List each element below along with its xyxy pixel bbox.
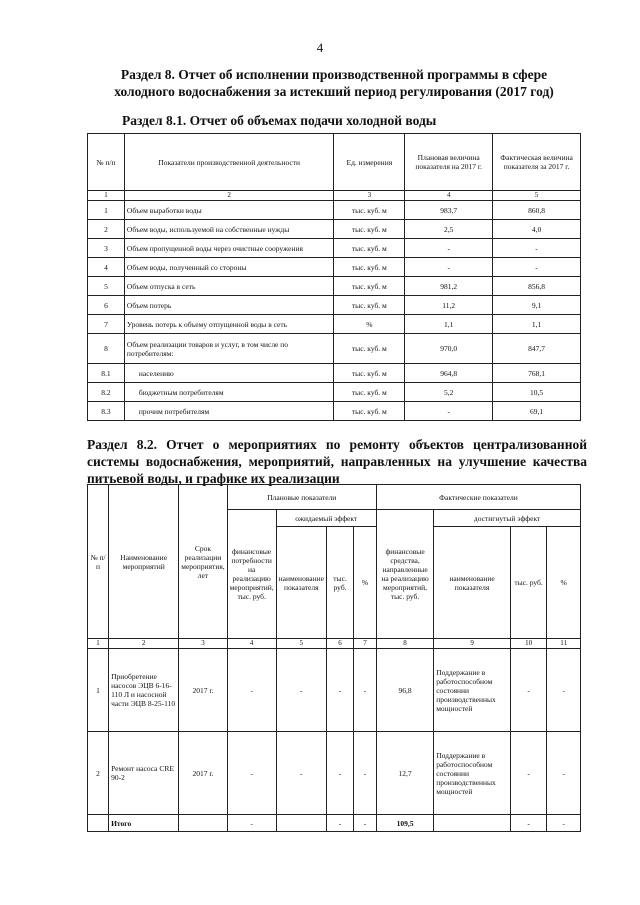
fact-finance: 96,8 [376,649,433,732]
table-row [88,364,581,383]
page-number: 4 [316,40,324,55]
plan-effect-name: - [276,649,326,732]
total-row [88,815,581,832]
measure-name: Приобретение насосов ЭЦВ 6-16-110 Л и насосной части ЭЦВ 8-25-110 [109,649,179,732]
unit: тыс. куб. м [334,402,405,421]
column-number: 3 [334,191,405,201]
column-number: 6 [326,639,353,649]
plan-value: 970,0 [405,334,493,364]
row-number: 8 [88,334,125,364]
header-plan-effect-pct: % [354,527,377,639]
table-row [88,383,581,402]
column-number: 4 [227,639,276,649]
header-plan: Плановые показатели [227,485,376,510]
header-plan-effect-unit: тыс. руб. [326,527,353,639]
repair-measures-table [87,484,581,832]
fact-value: 9,1 [493,296,581,315]
fact-effect-pct: - [547,732,581,815]
header-cell: № п/п [88,134,125,191]
fact-value: 69,1 [493,402,581,421]
indicator-name: населению [124,364,333,383]
unit: тыс. куб. м [334,220,405,239]
row-number: 7 [88,315,125,334]
indicator-name: Объем потерь [124,296,333,315]
fact-effect-pct: - [547,649,581,732]
column-number: 3 [179,639,227,649]
header-plan-finance: финансовые потребности на реализацию мероприятий, тыс. руб. [227,510,276,639]
header-cell: Ед. измерения [334,134,405,191]
unit: тыс. куб. м [334,364,405,383]
fact-value: 1,1 [493,315,581,334]
row-number: 6 [88,296,125,315]
indicator-name: прочим потребителям [124,402,333,421]
empty-cell [88,815,109,832]
total-plan-unit: - [326,815,353,832]
header-fact-effect-name: наименование показателя [434,527,511,639]
unit: тыс. куб. м [334,296,405,315]
fact-value: 4,0 [493,220,581,239]
header-fact: Фактические показатели [376,485,580,510]
table-row [88,732,581,815]
unit: тыс. куб. м [334,258,405,277]
column-number: 10 [510,639,546,649]
plan-value: - [405,258,493,277]
fact-effect-name: Поддержание в работоспособном состоянии производственных мощностей [434,649,511,732]
column-number: 2 [124,191,333,201]
row-number: 8.2 [88,383,125,402]
table-row [88,201,581,220]
indicator-name: Уровень потерь к объему отпущенной воды в сеть [124,315,333,334]
table-row [88,334,581,364]
total-plan-pct: - [354,815,377,832]
total-fact-unit: - [510,815,546,832]
header-fact-finance: финансовые средства, направленные на реализацию мероприятий, тыс. руб. [376,510,433,639]
empty-cell [276,815,326,832]
plan-effect-unit: - [326,732,353,815]
row-number: 2 [88,220,125,239]
fact-value: 860,8 [493,201,581,220]
column-number: 7 [354,639,377,649]
row-number: 1 [88,649,109,732]
fact-effect-name: Поддержание в работоспособном состоянии производственных мощностей [434,732,511,815]
unit: % [334,315,405,334]
section-8-title-line1: Раздел 8. Отчет об исполнении производственной программы в сфере [120,67,548,82]
total-label: Итого [109,815,179,832]
fact-value: 10,5 [493,383,581,402]
unit: тыс. куб. м [334,277,405,296]
header-fact-effect-unit: тыс. руб. [510,527,546,639]
indicator-name: Объем выработки воды [124,201,333,220]
plan-effect-pct: - [354,732,377,815]
section-8-title [84,66,584,100]
column-number: 4 [405,191,493,201]
header-cell: Плановая величина показателя на 2017 г. [405,134,493,191]
indicator-name: Объем воды, полученный со стороны [124,258,333,277]
header-cell: Фактическая величина показателя за 2017 г. [493,134,581,191]
header-cell: Показатели производственной деятельности [124,134,333,191]
column-number: 5 [493,191,581,201]
header-plan-effect: ожидаемый эффект [276,510,376,527]
row-number: 3 [88,239,125,258]
indicator-name: бюджетным потребителям [124,383,333,402]
measure-term: 2017 г. [179,649,227,732]
indicator-name: Объем реализации товаров и услуг, в том числе по потребителям: [124,334,333,364]
column-number-row [88,639,581,649]
indicator-name: Объем воды, используемой на собственные нужды [124,220,333,239]
plan-value: 11,2 [405,296,493,315]
table-header-row [88,134,581,191]
fact-value: 856,8 [493,277,581,296]
row-number: 2 [88,732,109,815]
plan-value: - [405,402,493,421]
column-number: 8 [376,639,433,649]
table-row [88,220,581,239]
row-number: 8.3 [88,402,125,421]
fact-value: - [493,239,581,258]
plan-finance: - [227,732,276,815]
unit: тыс. куб. м [334,383,405,402]
fact-finance: 12,7 [376,732,433,815]
table-row [88,239,581,258]
plan-value: 983,7 [405,201,493,220]
column-number: 9 [434,639,511,649]
plan-value: 5,2 [405,383,493,402]
section-8-1-title: Раздел 8.1. Отчет об объемах подачи холодной воды [122,113,437,128]
plan-value: 981,2 [405,277,493,296]
measure-name: Ремонт насоса CRE 90-2 [109,732,179,815]
column-number: 1 [88,191,125,201]
total-fact-finance: 109,5 [376,815,433,832]
header-fact-effect-pct: % [547,527,581,639]
column-number: 5 [276,639,326,649]
header-term: Срок реализации мероприятия, лет [179,485,227,639]
table-row [88,315,581,334]
indicator-name: Объем пропущенной воды через очистные сооружения [124,239,333,258]
header-fact-effect: достигнутый эффект [434,510,581,527]
section-8-title-line2: холодного водоснабжения за истекший период регулирования (2017 год) [114,84,554,99]
plan-value: - [405,239,493,258]
indicator-name: Объем отпуска в сеть [124,277,333,296]
table-row [88,649,581,732]
section-8-2-title: Раздел 8.2. Отчет о мероприятиях по ремонту объектов централизованной системы водоснабжения, мероприятий, направленных на улучшение качества питьевой воды, и графике их реализации [87,437,587,486]
row-number: 5 [88,277,125,296]
header-name: Наименование мероприятий [109,485,179,639]
table-row [88,296,581,315]
empty-cell [434,815,511,832]
column-number: 1 [88,639,109,649]
plan-finance: - [227,649,276,732]
plan-effect-pct: - [354,649,377,732]
unit: тыс. куб. м [334,239,405,258]
header-num: № п/п [88,485,109,639]
total-fact-pct: - [547,815,581,832]
fact-effect-unit: - [510,732,546,815]
plan-effect-unit: - [326,649,353,732]
unit: тыс. куб. м [334,334,405,364]
header-plan-effect-name: наименование показателя [276,527,326,639]
plan-effect-name: - [276,732,326,815]
column-number: 2 [109,639,179,649]
fact-effect-unit: - [510,649,546,732]
row-number: 8.1 [88,364,125,383]
fact-value: - [493,258,581,277]
table-row [88,258,581,277]
empty-cell [179,815,227,832]
column-number: 11 [547,639,581,649]
unit: тыс. куб. м [334,201,405,220]
water-supply-volumes-table [87,133,581,421]
table-header-row [88,485,581,510]
total-plan-finance: - [227,815,276,832]
row-number: 4 [88,258,125,277]
column-number-row [88,191,581,201]
row-number: 1 [88,201,125,220]
fact-value: 847,7 [493,334,581,364]
plan-value: 2,5 [405,220,493,239]
table-row [88,402,581,421]
plan-value: 1,1 [405,315,493,334]
fact-value: 768,1 [493,364,581,383]
plan-value: 964,8 [405,364,493,383]
table-row [88,277,581,296]
measure-term: 2017 г. [179,732,227,815]
